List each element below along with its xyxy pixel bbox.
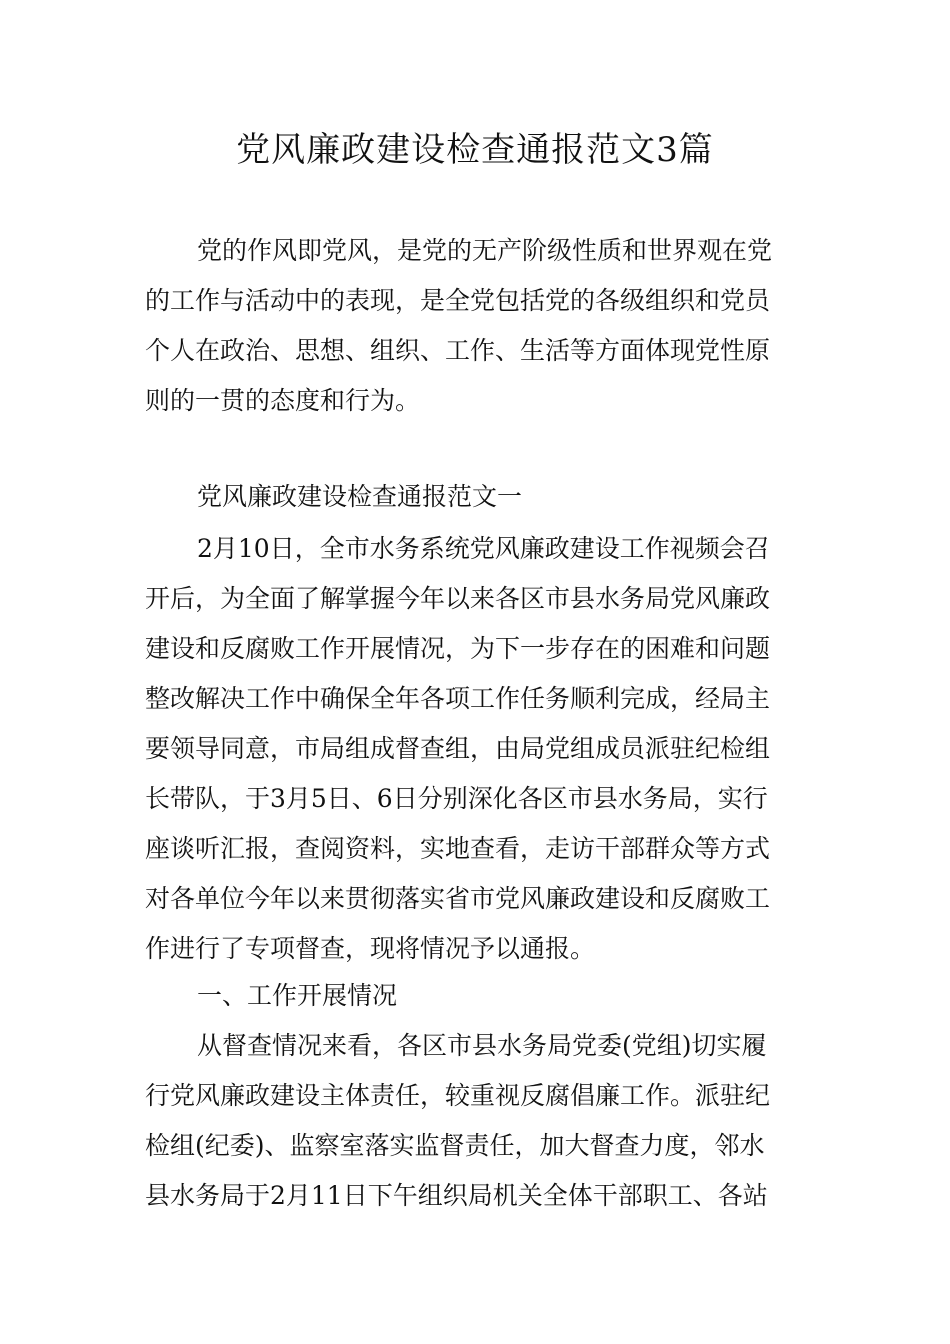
text-line: 个人在政治、思想、组织、工作、生活等方面体现党性原: [145, 336, 771, 365]
text-line: 从督查情况来看，各区市县水务局党委(党组)切实履: [197, 1031, 767, 1060]
text-line: 2月10日，全市水务系统党风廉政建设工作视频会召: [197, 534, 770, 563]
text-line: 的工作与活动中的表现，是全党包括党的各级组织和党员: [145, 286, 771, 315]
text-line: 长带队，于3月5日、6日分别深化各区市县水务局，实行: [145, 784, 768, 813]
paragraph-two: [145, 1021, 815, 1221]
text-line: 行党风廉政建设主体责任，较重视反腐倡廉工作。派驻纪: [145, 1081, 771, 1110]
text-line: 开后，为全面了解掌握今年以来各区市县水务局党风廉政: [145, 584, 771, 613]
text-line: 则的一贯的态度和行为。: [145, 386, 421, 415]
document-title: 党风廉政建设检查通报范文3篇: [236, 130, 714, 170]
text-line: 作进行了专项督查，现将情况予以通报。: [145, 934, 596, 963]
intro-paragraph: [145, 226, 815, 426]
text-line: 对各单位今年以来贯彻落实省市党风廉政建设和反腐败工: [145, 884, 771, 913]
section-heading-text: 党风廉政建设检查通报范文一: [197, 482, 523, 511]
text-line: 党的作风即党风，是党的无产阶级性质和世界观在党: [197, 236, 773, 265]
text-line: 县水务局于2月11日下午组织局机关全体干部职工、各站: [145, 1181, 768, 1210]
paragraph-one: [145, 524, 815, 974]
subheading: [145, 971, 815, 1021]
text-line: 要领导同意，市局组成督查组，由局党组成员派驻纪检组: [145, 734, 771, 763]
section-heading: [145, 472, 815, 522]
text-line: 检组(纪委)、监察室落实监督责任，加大督查力度，邻水: [145, 1131, 765, 1160]
text-line: 建设和反腐败工作开展情况，为下一步存在的困难和问题: [145, 634, 771, 663]
subheading-text: 一、工作开展情况: [197, 981, 398, 1010]
text-line: 整改解决工作中确保全年各项工作任务顺利完成，经局主: [145, 684, 771, 713]
text-line: 座谈听汇报，查阅资料，实地查看，走访干部群众等方式: [145, 834, 771, 863]
